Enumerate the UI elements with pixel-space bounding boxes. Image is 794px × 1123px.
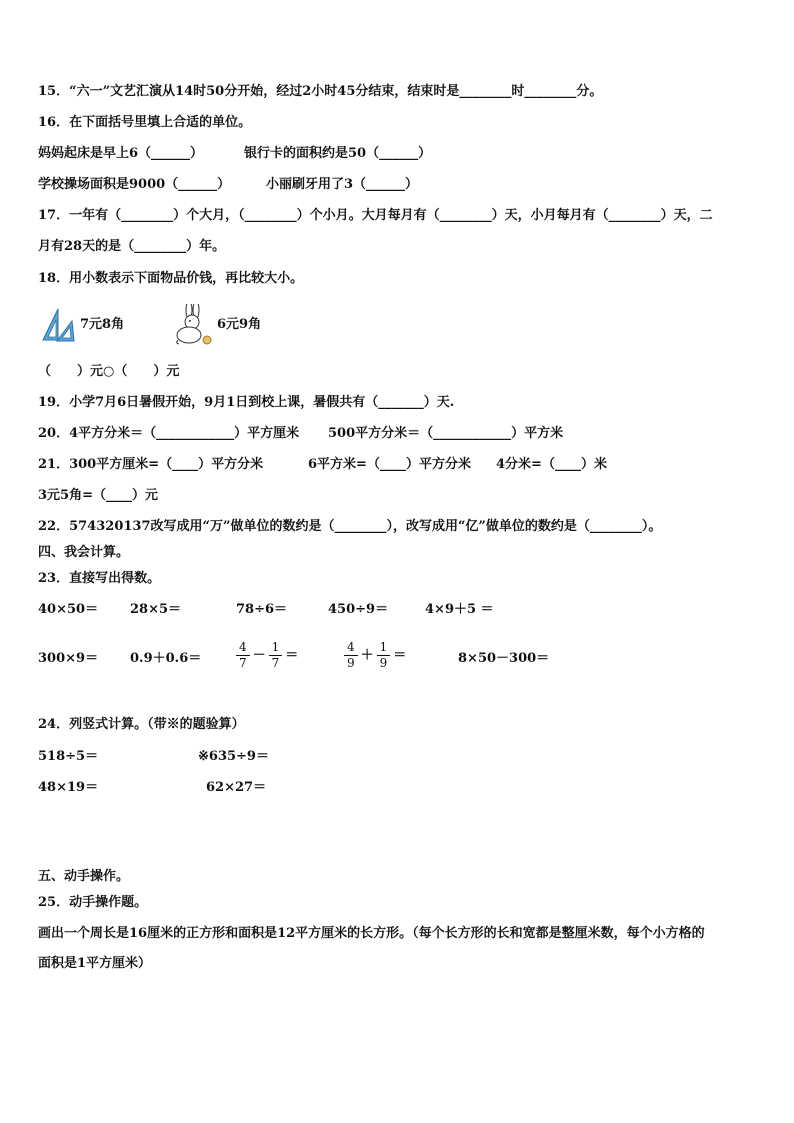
fraction <box>344 640 358 671</box>
fraction <box>377 640 391 671</box>
calc-item: 78÷6＝ <box>236 602 288 617</box>
section-4-heading: 四、我会计算。 <box>38 545 130 560</box>
item2-price: 6元9角 <box>217 317 262 332</box>
question-17-line1: 17．一年有（________）个大月，（________）个小月。大月每月有（________）天，小月每月有（________）天，二 <box>38 208 713 223</box>
denominator: 7 <box>271 656 280 670</box>
calc-item: 0.9＋0.6＝ <box>130 651 202 666</box>
vertical-calc-c: 48×19＝ <box>38 780 99 795</box>
question-15: 15．“六一”文艺汇演从14时50分开始，经过2小时45分结束，结束时是________时________分。 <box>38 84 603 99</box>
triangle-ruler-icon <box>40 305 76 343</box>
question-24-stem: 24．列竖式计算。（带※的题验算） <box>38 717 245 732</box>
fraction-expression-2 <box>344 640 409 671</box>
question-21-b: 6平方米=（____）平方分米 <box>308 457 471 472</box>
question-25-line1: 画出一个周长是16厘米的正方形和面积是12平方厘米的长方形。（每个长方形的长和宽都是整厘米数，每个小方格的 <box>38 926 705 941</box>
calc-item: 450÷9＝ <box>328 602 389 617</box>
section-5-heading: 五、动手操作。 <box>38 869 130 884</box>
denominator: 7 <box>239 656 247 670</box>
question-22: 22．574320137改写成用“万”做单位的数约是（________），改写成用“亿”做单位的数约是（________）。 <box>38 519 662 534</box>
question-21-d: 3元5角=（____）元 <box>38 488 158 503</box>
question-17-line2: 月有28天的是（________）年。 <box>38 239 226 254</box>
calc-item: 4×9＋5 ＝ <box>425 602 494 617</box>
question-19: 19．小学7月6日暑假开始，9月1日到校上课，暑假共有（_______）天. <box>38 395 455 410</box>
numerator: 1 <box>377 640 391 656</box>
equals-sign: ＝ <box>285 647 299 663</box>
fraction <box>236 640 250 671</box>
question-25-stem: 25．动手操作题。 <box>38 895 148 910</box>
fraction <box>269 640 283 671</box>
calc-item: 40×50＝ <box>38 602 99 617</box>
question-16-d: 小丽刷牙用了3（______） <box>266 177 419 192</box>
question-20-b: 500平方分米＝（____________）平方米 <box>328 426 564 441</box>
question-21-c: 4分米=（____）米 <box>496 457 607 472</box>
question-18-answer-row: （ ）元○（ ）元 <box>38 364 180 379</box>
question-16-c: 学校操场面积是9000（______） <box>38 177 231 192</box>
question-18-stem: 18．用小数表示下面物品价钱，再比较大小。 <box>38 271 304 286</box>
vertical-calc-d: 62×27＝ <box>206 780 267 795</box>
question-21-a: 21．300平方厘米=（____）平方分米 <box>38 457 264 472</box>
numerator: 4 <box>344 640 358 656</box>
denominator: 9 <box>347 656 355 670</box>
question-16-b: 银行卡的面积约是50（______） <box>244 146 432 161</box>
question-20-a: 20．4平方分米＝（____________）平方厘米 <box>38 426 300 441</box>
numerator: 1 <box>269 640 283 656</box>
denominator: 9 <box>379 656 388 670</box>
vertical-calc-b: ※635÷9＝ <box>198 749 269 764</box>
vertical-calc-a: 518÷5＝ <box>38 749 99 764</box>
calc-item: 28×5＝ <box>130 602 182 617</box>
question-16-a: 妈妈起床是早上6（______） <box>38 146 204 161</box>
fraction-expression-1 <box>236 640 301 671</box>
numerator: 4 <box>236 640 250 656</box>
equals-sign: ＝ <box>393 647 407 663</box>
question-25-line2: 面积是1平方厘米） <box>38 956 152 971</box>
rabbit-toy-icon <box>172 304 214 346</box>
operator: ＋ <box>360 647 374 663</box>
item1-price: 7元8角 <box>80 317 125 332</box>
question-23-stem: 23．直接写出得数。 <box>38 571 161 586</box>
operator: － <box>252 647 266 663</box>
calc-item: 300×9＝ <box>38 651 99 666</box>
question-16-stem: 16．在下面括号里填上合适的单位。 <box>38 115 252 130</box>
calc-item: 8×50－300＝ <box>458 651 550 666</box>
